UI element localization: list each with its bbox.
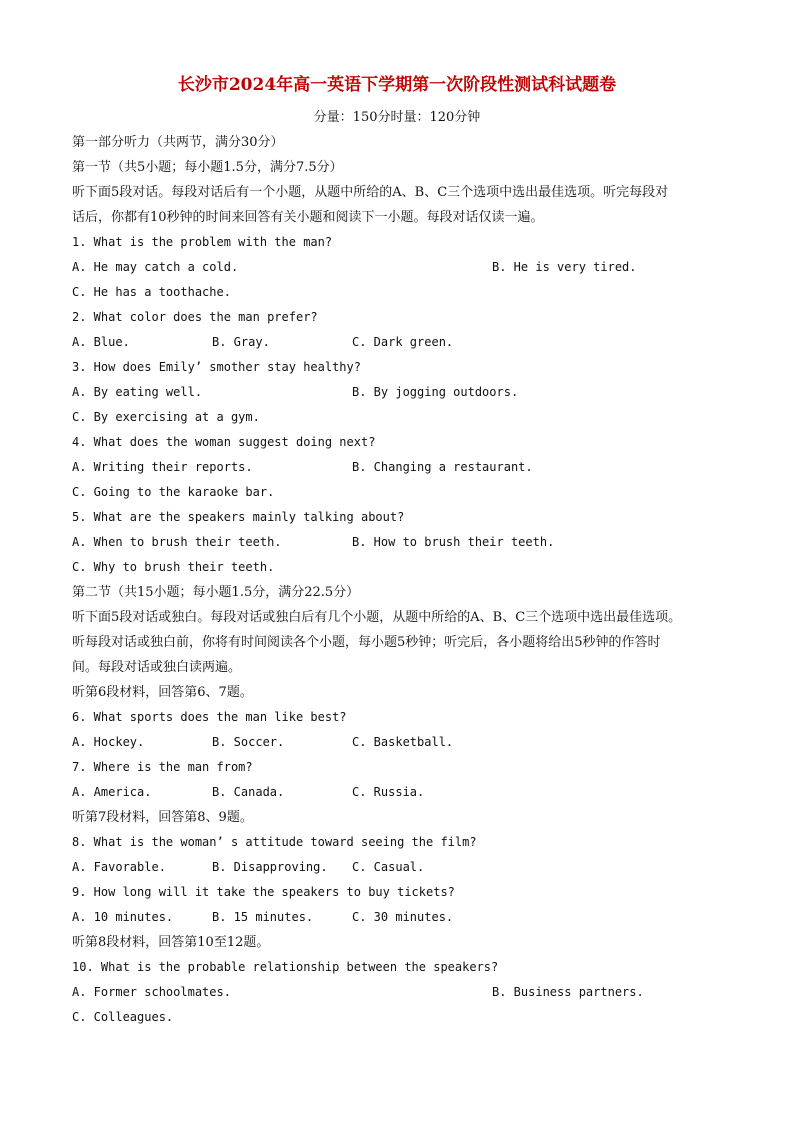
question-line: C. By exercising at a gym. <box>72 410 260 424</box>
options-row <box>72 330 732 355</box>
options-row <box>72 455 732 480</box>
options-row <box>72 730 732 755</box>
answer-option: A. When to brush their teeth. <box>72 535 282 549</box>
answer-option: A. He may catch a cold. <box>72 260 239 274</box>
options-row <box>72 980 732 1005</box>
answer-option: B. He is very tired. <box>492 260 637 274</box>
answer-option: B. How to brush their teeth. <box>352 535 555 549</box>
answer-option: C. Dark green. <box>352 335 454 349</box>
instruction-line: 听第8段材料，回答第10至12题。 <box>72 935 270 950</box>
instruction-line: 间。每段对话或独白读两遍。 <box>72 660 242 675</box>
question-line: 1. What is the problem with the man? <box>72 235 333 249</box>
answer-option: B. Gray. <box>212 335 270 349</box>
question-line: 8. What is the woman’ s attitude toward seeing the film? <box>72 835 477 849</box>
instruction-line: 话后，你都有10秒钟的时间来回答有关小题和阅读下一小题。每段对话仅读一遍。 <box>72 210 544 225</box>
answer-option: C. Casual. <box>352 860 425 874</box>
question-line: 4. What does the woman suggest doing next? <box>72 435 376 449</box>
question-line: 9. How long will it take the speakers to buy tickets? <box>72 885 455 899</box>
answer-option: A. 10 minutes. <box>72 910 174 924</box>
page-subtitle: 分量：150分时量：120分钟 <box>313 110 481 125</box>
question-line: C. He has a toothache. <box>72 285 231 299</box>
answer-option: C. Basketball. <box>352 735 454 749</box>
instruction-line: 第二节（共15小题；每小题1.5分，满分22.5分） <box>72 585 360 600</box>
answer-option: A. Favorable. <box>72 860 166 874</box>
answer-option: A. Former schoolmates. <box>72 985 231 999</box>
question-line: 6. What sports does the man like best? <box>72 710 347 724</box>
answer-option: B. Disapproving. <box>212 860 328 874</box>
options-row <box>72 780 732 805</box>
options-row <box>72 905 732 930</box>
question-line: 2. What color does the man prefer? <box>72 310 318 324</box>
answer-option: B. Canada. <box>212 785 285 799</box>
answer-option: B. Business partners. <box>492 985 644 999</box>
answer-option: A. Blue. <box>72 335 130 349</box>
answer-option: B. Changing a restaurant. <box>352 460 533 474</box>
answer-option: A. America. <box>72 785 152 799</box>
options-row <box>72 855 732 880</box>
options-row <box>72 530 732 555</box>
instruction-line: 听第6段材料，回答第6、7题。 <box>72 685 253 700</box>
instruction-line: 听下面5段对话或独白。每段对话或独白后有几个小题，从题中所给的A、B、C三个选项中选出最佳选项。 <box>72 610 682 625</box>
question-line: 3. How does Emily’ smother stay healthy? <box>72 360 361 374</box>
question-line: C. Why to brush their teeth. <box>72 560 275 574</box>
options-row <box>72 255 732 280</box>
answer-option: C. 30 minutes. <box>352 910 454 924</box>
page-title: 长沙市2024年高一英语下学期第一次阶段性测试科试题卷 <box>177 75 617 95</box>
answer-option: B. 15 minutes. <box>212 910 314 924</box>
question-line: 10. What is the probable relationship between the speakers? <box>72 960 499 974</box>
exam-content <box>72 130 732 1030</box>
question-line: C. Colleagues. <box>72 1010 174 1024</box>
instruction-line: 听第7段材料，回答第8、9题。 <box>72 810 253 825</box>
answer-option: A. Hockey. <box>72 735 145 749</box>
instruction-line: 第一部分听力（共两节，满分30分） <box>72 135 284 150</box>
instruction-line: 听下面5段对话。每段对话后有一个小题，从题中所给的A、B、C三个选项中选出最佳选项。听完每段对 <box>72 185 669 200</box>
instruction-line: 第一节（共5小题；每小题1.5分，满分7.5分） <box>72 160 343 175</box>
instruction-line: 听每段对话或独白前，你将有时间阅读各个小题，每小题5秒钟；听完后，各小题将给出5秒钟的作答时 <box>72 635 661 650</box>
answer-option: B. By jogging outdoors. <box>352 385 519 399</box>
question-line: 7. Where is the man from? <box>72 760 253 774</box>
question-line: C. Going to the karaoke bar. <box>72 485 275 499</box>
options-row <box>72 380 732 405</box>
answer-option: A. By eating well. <box>72 385 203 399</box>
question-line: 5. What are the speakers mainly talking about? <box>72 510 405 524</box>
answer-option: B. Soccer. <box>212 735 285 749</box>
answer-option: A. Writing their reports. <box>72 460 253 474</box>
answer-option: C. Russia. <box>352 785 425 799</box>
